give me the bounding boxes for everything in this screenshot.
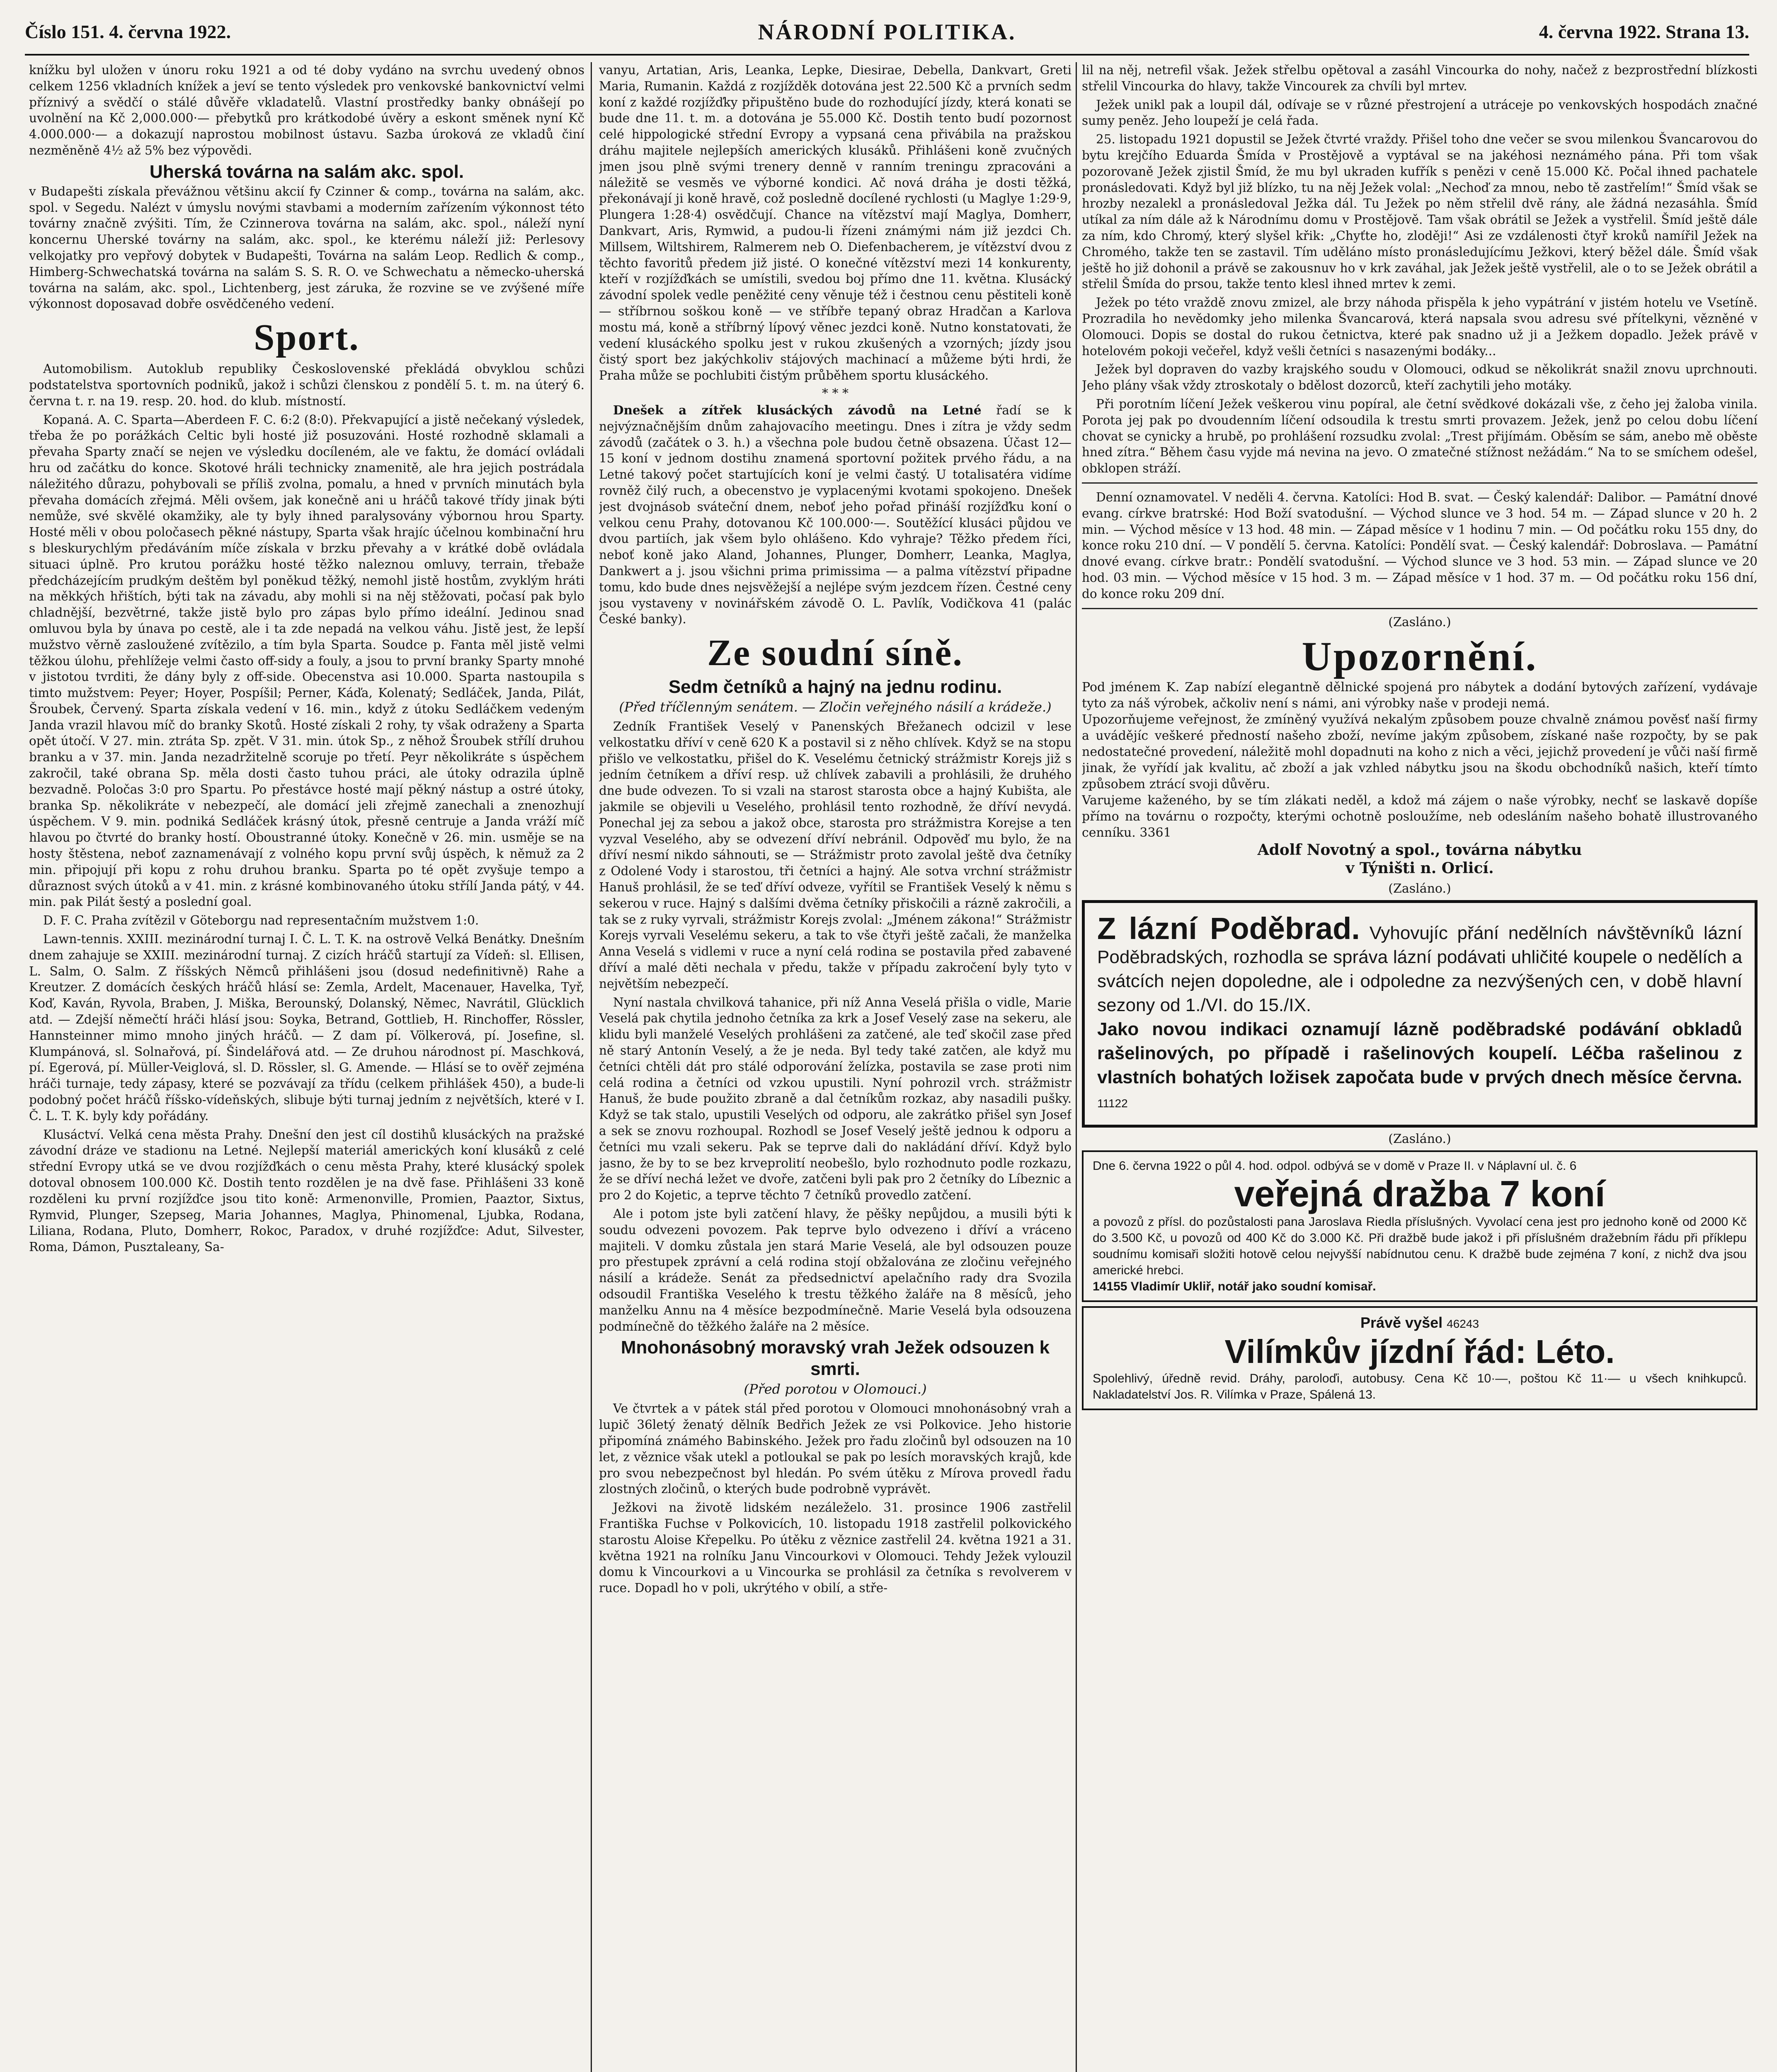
article-text: řadí se k nejvýznačnějším dnům zahajovacího meetingu. Dnes i zítra je vždy sedm závodů (začátek o 3. h.) a všechna pole budou četně obsazena. Účast 12—15 koní v jednom dostihu znamená sportovní požitek prvého řádu, a na Letné takový počet startujících koní je velmi častý. U totalisatéra vidíme rovněž čilý ruch, a obecenstvo je vyplacenými kvotami spokojeno. Dnešek jest dvojnásob sváteční dnem, neboť jeho pořad přináší rozjížďku koní o velkou cenu Prahy, dotovanou Kč 100.000·—. Soutěžící klusáci půjdou ve dvou partiích, jak všem bylo ohlášeno. Kdo vyhraje? Těžko předem říci, neboť koně jako Aland, Johannes, Plunger, Domherr, Leanka, Maglya, Dankwert a j. jsou všichni prima primissima — a palma vítězství připadne tomu, kdo bude dnes nejsvěžejší a nejlépe svým jezdcem řízen. Čestné ceny jsou vystaveny v novinářském závodě O. L. Pavlík, Vodičkova 41 (palác České banky). bbox=[599, 403, 1072, 627]
advert-kicker: Právě vyšel bbox=[1360, 1314, 1443, 1331]
divider bbox=[1082, 482, 1758, 484]
advert-signature: 14155 Vladimír Ukliř, notář jako soudní komisař. bbox=[1093, 1279, 1376, 1293]
article-text: lil na něj, netrefil však. Ježek střelbu opětoval a zasáhl Vincourka do nohy, načež z bezprostřední blízkosti střelil Vincourka do hlavy, takže Vincourek za chvíli byl mrtev. bbox=[1082, 63, 1758, 93]
article-text: Nyní nastala chvilková tahanice, při níž Anna Veselá přišla o vidle, Marie Veselá pak chytila jednoho četníka za krk a Josef Veselý zase na sekeru, ale klidu byli manželé Veselých prohlášeni za zatčené, ale teď skočil zase před ně starý Antonín Veselý, a že je neda. Byl tedy také zatčen, ale když mu četníci chtěli dát pro stálé odporování želízka, postavila se zase proti nim celá rodina a četníci od vzkou upustili. Nyní pohrozil vrch. strážmistr Hanuš, že bude použito zbraně a dal četníkům rozkaz, aby nasadili pušky. Když se tak stalo, upustili Veselých od odporu, ale zakrátko přišel syn Josef a sek se znovu rozhoupal. Rozhodl se Josef Veselý ještě jednou k odporu a četníci mu vzali sekeru. Pak se teprve dali do nakládání dříví. Když bylo jasno, že by to se bez krveprolití neobešlo, bylo rozhodnuto podle rozkazu, že se dříví nechá ležet ve dvoře, zatčeni byli pak pro 2 četníky do Líbeznic a pro 2 do Kojetic, a teprve těchto 7 četníků provedlo zatčení. bbox=[599, 995, 1072, 1203]
advert-podebrady bbox=[1082, 900, 1758, 1128]
article-text: Ježek unikl pak a loupil dál, odívaje se v různé přestrojení a utráceje po venkovských hospodách značné sumy peněz. Jeho loupeží je celá řada. bbox=[1082, 97, 1758, 128]
advert-label: (Zasláno.) bbox=[1388, 615, 1451, 629]
advert-vilimek bbox=[1082, 1306, 1758, 1410]
advert-text: Upozorňujeme veřejnost, že zmíněný využívá nekalým způsobem pouze chvalně známou pověsť naší firmy a uvádějíc veškeré předností našeho zboží, nevíme jakým způsobem, získané naše rozpočty, by se pak nedostatečné provedení, náležitě mohl dopadnuti na koho z nich a věci, jejichž provedení je vůči naší firmě jinak, že vyřídí jak kvalitu, ač zboží a jak vzhled nábytku jsou na škodu obchodníků našich, kteří tímto způsobem ztrácí svoji důvěru. bbox=[1082, 712, 1758, 792]
article-subhead: (Před porotou v Olomouci.) bbox=[744, 1381, 927, 1397]
article-text: Ježkovi na životě lidském nezáleželo. 31. prosince 1906 zastřelil Františka Fuchse v Polkovicích, 10. listopadu 1918 zastřelil polkovického starostu Aloise Křepelku. Po útěku z věznice zastřelil 24. května 1921 a 31. května 1921 na rolníku Janu Vincourkovi v Olomouci. Tehdy Ježek vylouzil domu k Vincourkovi a u Vincourka se prohlásil za četníka s revolverem v ruce. Dopadl ho v poli, ukrýtého v obilí, a stře- bbox=[599, 1501, 1072, 1595]
article-subhead: (Před tříčlenným senátem. — Zločin veřejného násilí a krádeže.) bbox=[619, 699, 1052, 715]
article-text: Lawn-tennis. XXIII. mezinárodní turnaj I. Č. L. T. K. na ostrově Velká Benátky. Dnešním dnem zahajuje se XXIII. mezinárodní turnaj. Z cizích hráčů startují za Vídeň: sl. Ellisen, L. Salm, O. Salm. Z říšských Němců přihlášeni jsou (dosud nedefinitivně) Rahe a Kreutzer. Z domácích českých hráčů hlásí se: Zemla, Ardelt, Macenauer, Havelka, Tyř, Koď, Kaván, Ryvola, Braben, J. Miška, Berounský, Dolanský, Němec, Navrátil, Glücklich atd. — Zdejší němečtí hráči hlásí jsou: Soyka, Betrand, Gottlieb, H. Rinchoffer, Rössler, Hannsteinner mimo mnoho jiných hráčů. — Z dam pí. Völkerová, pí. Josefine, sl. Klumpánová, sl. Solnařová, pí. Šindelářová atd. — Ze druhou národnost pí. Maschková, pí. Egerová, pí. Müller-Veiglová, sl. D. Rössler, sl. G. Amende. — Hlásí se to ověř zejména hráči turnaje, tedy zápasy, které se pozvávají za třídu (celkem přihlášek 450), a bude-li podobný počet hráčů říšsko-vídeňských, slibuje býti turnaj jedním z největších, které v I. Č. L. T. K. byly kdy pořádány. bbox=[29, 932, 584, 1123]
article-text: Zedník František Veselý v Panenských Břežanech odcizil v lese velkostatku dříví v ceně 620 K a postavil si z něho chlívek. Když se na stopu přišlo ve velkostatku, přišel do K. Veselému četnický strážmistr Korejs již s jedním četníkem a dříví resp. už chlívek zabavili a prohlásili, že druhého dne bude odvezen. To si vzali na starost starosta obce a hajný Kubišta, ale jakmile se objevili u Veselého, prohlásil tento rozhodně, že dříví nevydá. Ponechal jej za sebou a jakož obce, starosta pro strážmistra Korejse a ten vyzval Veselého, aby se odvezení dříví nebránil. Odpověď mu bylo, že na dříví nesmí nikdo sáhnouti, se — Strážmistr proto zavolal ještě dva četníky z Odolené Vody i starostou, tři četníci a hajný. Ale sotva vrchní strážmistr Hanuš prohlásil, že se teď dříví odveze, vyřítil se František Veselý k němu s sekerou v ruce. Hajný s dalšími dvěma četníky přiskočili a rázně zakročili, a tak se z ruky vyrvali, strážmistr Korejs zvolal: „Jménem zákona!“ Strážmistr Korejs vyrvali Veselému sekeru, a tak to vše čtyři ještě začali, že manželka Anna Veselá s vidlemi v ruce a nyní celá rodina se postavila před zabavené dříví a malé děti nechala v předu, takže v případu zakročení byly tyto v největším nebezpečí. bbox=[599, 719, 1072, 991]
column-rule bbox=[1076, 62, 1077, 2072]
advert-number: 46243 bbox=[1447, 1317, 1479, 1330]
advert-text: Pod jménem K. Zap nabízí elegantně dělnické spojená pro nábytek a dodání bytových zařízení, vydávaje tyto za náš výrobek, ačkoliv není s námi, ani výrobky naše v prodeji nemá. bbox=[1082, 680, 1758, 711]
advert-title: Upozornění. bbox=[1302, 633, 1538, 679]
advert-drazba bbox=[1082, 1150, 1758, 1302]
article-headline: Sedm četníků a hajný na jednu rodinu. bbox=[668, 677, 1002, 697]
column-rule bbox=[591, 62, 592, 2072]
issue-number: Číslo 151. 4. června 1922. bbox=[25, 21, 231, 42]
article-text: Ale i potom jste byli zatčení hlavy, že pěšky nepůjdou, a musili býti k soudu odvezeni povozem. Pak teprve bylo odvezeno i dříví a vráceno majiteli. V domku zůstala jen stará Marie Veselá, ale byl odsouzen pouze pro přestupek zprávní a celá rodina stojí obžalována ze zločinu veřejného násilí a krádeže. Senát za předsednictví apelačního rady dra Svozila odsoudil Františka Veselého k trestu těžkého žaláře na 8 měsíců, jeho manželku Annu na 4 měsíce bezpodmínečně. Marie Veselá byla odsouzena podmínečně do těžkého žaláře na 2 měsíce. bbox=[599, 1207, 1072, 1334]
advert-text: Varujeme kaženého, by se tím zlákati neděl, a kdož má zájem o naše výrobky, nechť se laskavě dopíše přímo na továrnu o rozpočty, kterými ochotně posloužíme, neb odesláním našeho bohatě illustrovaného cenníku. 3361 bbox=[1082, 793, 1758, 840]
article-text: 25. listopadu 1921 dopustil se Ježek čtvrté vraždy. Přišel toho dne večer se svou milenkou Švancarovou do bytu krejčího Eduarda Šmída v Prostějově a vyptával se na jakéhosi neznámého pána. Při tom však pozorovaně Ježek zjistil Šmíd, že mu byl ukraden kufřík s penězi v ceně 15.000 Kč. Počal ihned pachatele pronásledovati. Když byl již blízko, tu na něj Ježek volal: „Nechoď za mnou, nebo tě zastřelím!“ Šmíd však se hrozby nezalekl a pronásledoval Ježka dál. Tu Ježek po něm střelil dvě rány, ale žádná nezasáhla. Šmíd utíkal za ním dále až k Národnímu domu v Prostějově. Tam však obrátil se Ježek a vystřelil. Šmíd ještě dále za ním, kdo Chromý, který slyšel křik: „Chyťte ho, zloději!“ Asi ze vzdálenosti čtyř kroků namířil Ježek na Chromého, takže ten se zastavil. Tím uděláno místo pronásledujícímu Ježkovi, který běžel dále. Šmíd však ještě ho již dohonil a právě se zakousnuv ho v krk zaváhal, jak Ježek ještě vystřelil, ale o to se Ježek obrátil a střelil Šmída do prsou, takže tento klesl ihned mrtev k zemi. bbox=[1082, 132, 1758, 291]
article-text bbox=[599, 402, 1072, 627]
article-lead: Dnešek a zítřek klusáckých závodů na Letné bbox=[613, 402, 982, 417]
article-text: Klusáctví. Velká cena města Prahy. Dnešní den jest cíl dostihů klusáckých na pražské závodní dráze ve stadionu na Letné. Nejlepší materiál amerických koní klusáků z celé střední Evropy utká se ve dvou rozjížďkách o cenu města Prahy, které klusácký spolek dotoval obnosem 100.000 Kč. Dostih tento rozdělen je na dvě fase. Přihlášeni 33 koně rozděleni ku první rozjížďce jsou tito koně: Armenonville, Promien, Paaztor, Sixtus, Rymvid, Plunger, Szepseg, Maria Johannes, Maglya, Phinomenal, Ljubka, Rodana, Liliana, Rodana, Pluto, Domherr, Rokoc, Paradox, v druhé rozjížďce: Adut, Silvester, Roma, Dámon, Pusztaleany, Sa- bbox=[29, 1127, 584, 1254]
advert-signature: Adolf Novotný a spol., továrna nábytku bbox=[1257, 841, 1582, 859]
article-text: vanyu, Artatian, Aris, Leanka, Lepke, Diesirae, Debella, Dankvart, Greti Maria, Rumanin. Každá z rozjížděk dotována jest 22.500 Kč a prvních sedm koní z každé rozjížďky připuštěno bude do rozhodující jízdy, která konati se bude dne 11. t. m. a dotována je 55.000 Kč. Dostih tento budí pozornost celé hippologické střední Evropy a vypsaná cena přivábila na pražskou dráhu majitele nejlepších amerických klusáků. Přihlášeni koně zvučných jmen jsou plně svými trenery denně v ranním treningu zpracováni a náležitě se vesměs ve výborné kondici. Ač nová dráha je dosti těžká, překonávají ji koně hravě, což posledně docílené rychlosti (u Maglye 1:29·9, Plungera 1:28·4) osvědčují. Chance na vítězství mají Maglya, Domherr, Dankvart, Aris, Rymwid, a pudou-li řízeni známými nám již jezdci Ch. Millsem, Wiltshirem, Ralmerem neb O. Diefenbacherem, je vítězství dvou z těchto favoritů předem již jisté. O konečné vítězství mezi 14 konkurenty, kteří v rozjížďkách se umístili, svedou boj přímo dne 11. května. Klusácký závodní spolek vedle peněžité ceny věnuje též i čestnou cenu pěstiteli koně — stříbrnou soškou koně — ve stříbře tepaný obraz Hradčan a Karlova mostu má, koně a stříbrný lípový věnec jezdci koně. Nutno konstatovati, že vedení klusáckého spolku jest v rukou zkušených a vzorných; jízdy jsou čistý sport bez jakýchkoliv stájových machinací a můžeme býti hrdi, že Praha může se pochlubiti čistým průběhem sportu klusáckého. bbox=[599, 63, 1072, 383]
article-headline: Uherská továrna na salám akc. spol. bbox=[149, 161, 464, 182]
advert-text: Spolehlivý, úředně revid. Dráhy, paroloďi, autobusy. Cena Kč 10·—, poštou Kč 11·— u všech knihkupců. Nakladatelství Jos. R. Vilímka v Praze, Spálená 13. bbox=[1093, 1371, 1747, 1402]
column-3 bbox=[1082, 62, 1758, 2072]
advert-text bbox=[1097, 912, 1742, 1017]
advert-text: a povozů z přísl. do pozůstalosti pana Jaroslava Riedla příslušných. Vyvolací cena jest pro jednoho koně od 2000 Kč do 3.500 Kč, u povozů od 400 Kč do 3.000 Kč. Při dražbě bude jakož i při příslušném dražebním řádu při příklepu soudnímu komisaři složiti hotově celou nejvyšší nabídnutou cenu. K dražbě bude zejména 7 koní, z nichž dva jsou americké hrebci. bbox=[1093, 1215, 1747, 1277]
advert-text: Jako novou indikaci oznamují lázně poděbradské podávání obkladů rašelinových, po případě i rašelinových koupelí. Léčba rašelinou z vlastních bohatých ložisek započata bude v prvých dnech měsíce června. bbox=[1097, 1019, 1742, 1087]
advert-signature: v Týništi n. Orlicí. bbox=[1345, 859, 1494, 877]
article-text: D. F. C. Praha zvítězil v Göteborgu nad representačním mužstvem 1:0. bbox=[43, 913, 479, 928]
advert-number: 11122 bbox=[1097, 1097, 1128, 1110]
article-text: v Budapešti získala převážnou většinu akcií fy Czinner & comp., továrna na salám, akc. spol. v Segedu. Nalézt v úmyslu novými stavbami a moderním zařízením výkonnost této továrny značně zvýšiti. Tím, že Czinnerova továrna na salám, akc. spol., náleží nyní koncernu Uherské továrny na salám, akc. spol., ke kterému náleží již: Perlesovy velkojatky pro vepřový dobytek v Budapešti, Továrna na salám Leop. Redlich & comp., Himberg-Schwechatská továrna na salám S. S. R. O. ve Schwechatu a německo-uherská továrna na salám, akc. spol., Lichtenberg, jest záruka, že rozvine se ve zvýšené míře výkonnost doposavad dobře osvědčeného vedení. bbox=[29, 184, 584, 311]
advert-text: Vyhovujíc přání nedělních návštěvníků lázní Poděbradských, rozhodla se správa lázní podávati uhličité koupele o nedělích a svátcích nejen dopoledne, ale i odpoledne za nezvýšených cen, v době hlavní sezony od 1./VI. do 15./IX. bbox=[1097, 922, 1742, 1015]
newspaper-title: NÁRODNÍ POLITIKA. bbox=[758, 19, 1016, 44]
advert-title: Vilímkův jízdní řád: Léto. bbox=[1224, 1333, 1615, 1370]
article-text: Ježek byl dopraven do vazby krajského soudu v Olomouci, odkud se několikrát snažil znovu uprchnouti. Jeho plány však vždy ztroskotaly o bdělost dozorců, kteří zachytili jeho motáky. bbox=[1082, 362, 1758, 393]
bank-report-text: knížku byl uložen v únoru roku 1921 a od té doby vydáno na svrchu uvedený obnos celkem 1256 vkladních knížek a jeví se tento výsledek pro venkovské bankovnictví velmi příznivý a svědčí o stálé důvěře vkladatelů. Vlastní prostředky banky obnášejí po uvolnění na Kč 2,000.000·— přebytků pro krátkodobé úvěry a eskont směnek nyní Kč 4.000.000·— a dokazují naprostou mobilnost ústavu. Sazba úroková ze vkladů činí nezměněně 4½ až 5% bez výpovědi. bbox=[29, 63, 584, 157]
article-headline: Mnohonásobný moravský vrah Ježek odsouzen k smrti. bbox=[621, 1337, 1050, 1380]
column-2 bbox=[599, 62, 1072, 2072]
advert-upozorneni bbox=[1082, 634, 1758, 877]
article-text: Ve čtvrtek a v pátek stál před porotou v Olomouci mnohonásobný vrah a lupič 36letý ženatý dělník Bedřich Ježek ze vsi Polkovice. Jeho historie připomíná známého Babinského. Ježek pro řadu zločinů byl odsouzen na 10 let, z věznice však utekl a potloukal se pak po lesích moravských krajů, kde pro svou nebezpečnost byl hledán. Po svém útěku z Mírova provedl řadu zlostných zločinů, o kterých bude podrobně vyprávět. bbox=[599, 1402, 1072, 1496]
page-number: 4. června 1922. Strana 13. bbox=[1539, 21, 1749, 42]
advert-text: Dne 6. června 1922 o půl 4. hod. odpol. odbývá se v domě v Praze II. v Náplavní ul. č. 6 bbox=[1093, 1159, 1577, 1173]
advert-label: (Zasláno.) bbox=[1388, 1131, 1451, 1146]
daily-calendar: Denní oznamovatel. V neděli 4. června. Katolíci: Hod B. svat. — Český kalendář: Dalibor. — Památní dnové evang. církve bratrské: Hod Boží svatodušní. — Východ slunce ve 3 hod. 54 m. — Západ slunce v 20 h. 2 min. — Východ měsíce v 13 hod. 48 min. — Západ měsíce v 1 hodinu 7 min. — Od počátku roku 155 dny, do konce roku 210 dní. — V pondělí 5. června. Katolíci: Pondělí svat. — Český kalendář: Dobroslava. — Památní dnové evang. církve bratr.: Pondělí svatodušní. — Východ slunce ve 3 hod. 53 min. — Západ slunce ve 20 hod. 03 min. — Východ měsíce v 15 hod. 3 m. — Západ měsíce v 1 hod. 37 m. — Od počátku roku 156 dní, do konce roku 209 dní. bbox=[1082, 490, 1758, 601]
article-text: Kopaná. A. C. Sparta—Aberdeen F. C. 6:2 (8:0). Překvapující a jistě nečekaný výsledek, třeba že po porážkách Celtic byli hosté již posuzováni. Hosté rozhodně sklamali a převaha Sparty značí se nejen ve výsledku docíleném, ale ve faktu, že domácí ovládali hru od začátku do konce. Skotové hráli technicky znamenitě, ale hra jejich postrádala náležitého důrazu, pohybovali se příliš zvolna, pomalu, a hned v prvních minutách byla převaha domácích zřejmá. Měli ovšem, jak konečně ani u hráčů takové třídy jinak býti nemůže, své skvělé okamžiky, ale ty byly ihned paralysovány výbornou hrou Sparty. Hosté měli v obou poločasech pěkné nástupy, Sparta však hrajíc účelnou kombinační hru s bleskurychlým předáváním míče získala v brzku převahy a v krátké době ovládala situaci úplně. Pro krutou porážku hosté těžko naleznou omluvy, terrain, třebaže předcházejícím prudkým deštěm byl poněkud těžký, nemohl jistě hostům, zvyklým hráti na měkkých hřištích, býti tak na závadu, aby mohli si na něj stěžovati, počasí pak bylo chladnější, bezvětrné, takže jistě bylo pro zápas bylo přímo ideální. Jedinou snad omluvou byla by únava po cestě, ale i ta zde nepadá na velkou váhu. Jistě jest, že lepší mužstvo věrně zasloužené zvítězilo, a tím byla Sparta. Soudce p. Fanta měl jistě velmi těžkou úlohu, přehlížeje velmi často off-sidy a fouly, a jsou to první branky Sparty mnohé v jistotou tvrditi, že dány byly z off-side. Obecenstva asi 10.000. Sparta nastoupila s timto mužstvem: Peyer; Hoyer, Pospíšil; Perner, Káďa, Kolenatý; Sedláček, Janda, Pilát, Šroubek, Červený. Sparta získala vedení v 16. min., když z útoku Sedláčkem vedeným Janda vrazil hlavou míč do branky Skotů. Hosté získali 2 rohy, ty však odraženy a Sparta opět útočí. V 27. min. ztráta Sp. zpět. V 31. min. útok Sp., z něhož Šroubek střílí druhou branku a v 37. min. Janda nezadržitelně scoruje po třetí. Peyr několikráte s úspěchem zakročil, také obrana Sp. měla dosti často tuhou práci, ale útoky odrazila úplně bezvadně. Poločas 3:0 pro Spartu. Po přestávce hosté mají pěkný nástup a ostré útoky, branka Sp. několikráte v nebezpečí, ale domácí jeli zřejmě zanechali a znenozhují úspěchem. V 9. min. podniká Sedláček krásný útok, přesně centruje a Janda vráží míč hlavou po čtvrté do branky hostí. Oboustranné útoky. Konečně v 26. min. usměje se na hosty štěstena, neboť zaznamenávají z volného kopu první svůj úspěch, k němuž za 2 min. připojují při kopu z rohu druhou branku. Sparta po té opět zvyšuje tempo a důraznost svých útoků a v 41. min. z krásné kombinovaného útoku střílí Janda pátý, v 44. min. pak Pilát šestý a poslední goal. bbox=[29, 412, 584, 909]
article-text: Ježek po této vraždě znovu zmizel, ale brzy náhoda přispěla k jeho vypátrání v jistém hotelu ve Vsetíně. Prozradila ho nevědomky jeho milenka Švancarová, která napsala svou adresu své přítelkyni, vězněné v Olomouci. Dopis se dostal do rukou četnictva, které pak snadno už ji a Ježkem dopadlo. Ježek právě v hotelovém pokoji večeřel, když vešli četníci s nasazenými bodáky... bbox=[1082, 295, 1758, 358]
advert-title: Z lázní Poděbrad. bbox=[1097, 911, 1360, 946]
advert-heading bbox=[1093, 1314, 1747, 1333]
divider bbox=[1082, 608, 1758, 609]
advert-title: veřejná dražba 7 koní bbox=[1234, 1173, 1605, 1214]
advert-text bbox=[1097, 1017, 1742, 1116]
separator: * * * bbox=[822, 386, 849, 401]
masthead bbox=[25, 17, 1749, 56]
section-title-court: Ze soudní síně. bbox=[707, 632, 963, 674]
section-title-sport: Sport. bbox=[254, 317, 360, 358]
advert-label: (Zasláno.) bbox=[1388, 881, 1451, 896]
article-text: Při porotním líčení Ježek veškerou vinu popíral, ale četní svědkové dokázali vše, z čeho jej žaloba vinila. Porota jej pak po dvoudenním líčení odsoudila k trestu smrti provazem. Ježek, jenž po celou dobu líčení chovat se cynicky a hrubě, po prohlášení rozsudku zvolal: „Trest přijímám. Oběsím se sám, anebo mě oběste hned zítra.“ Během času vyjde má nevina na jevo. O zmatečné stížnost nežádám.“ Na to se smíchem odešel, obklopen stráží. bbox=[1082, 397, 1758, 476]
column-1 bbox=[29, 62, 584, 2072]
article-text: Automobilism. Autoklub republiky Československé překládá obvyklou schůzi podstatelstva sportovních podniků, jakož i schůzi členskou z pondělí 5. t. m. na úterý 6. června t. r. na 19. resp. 20. hod. do klub. místností. bbox=[29, 362, 584, 408]
